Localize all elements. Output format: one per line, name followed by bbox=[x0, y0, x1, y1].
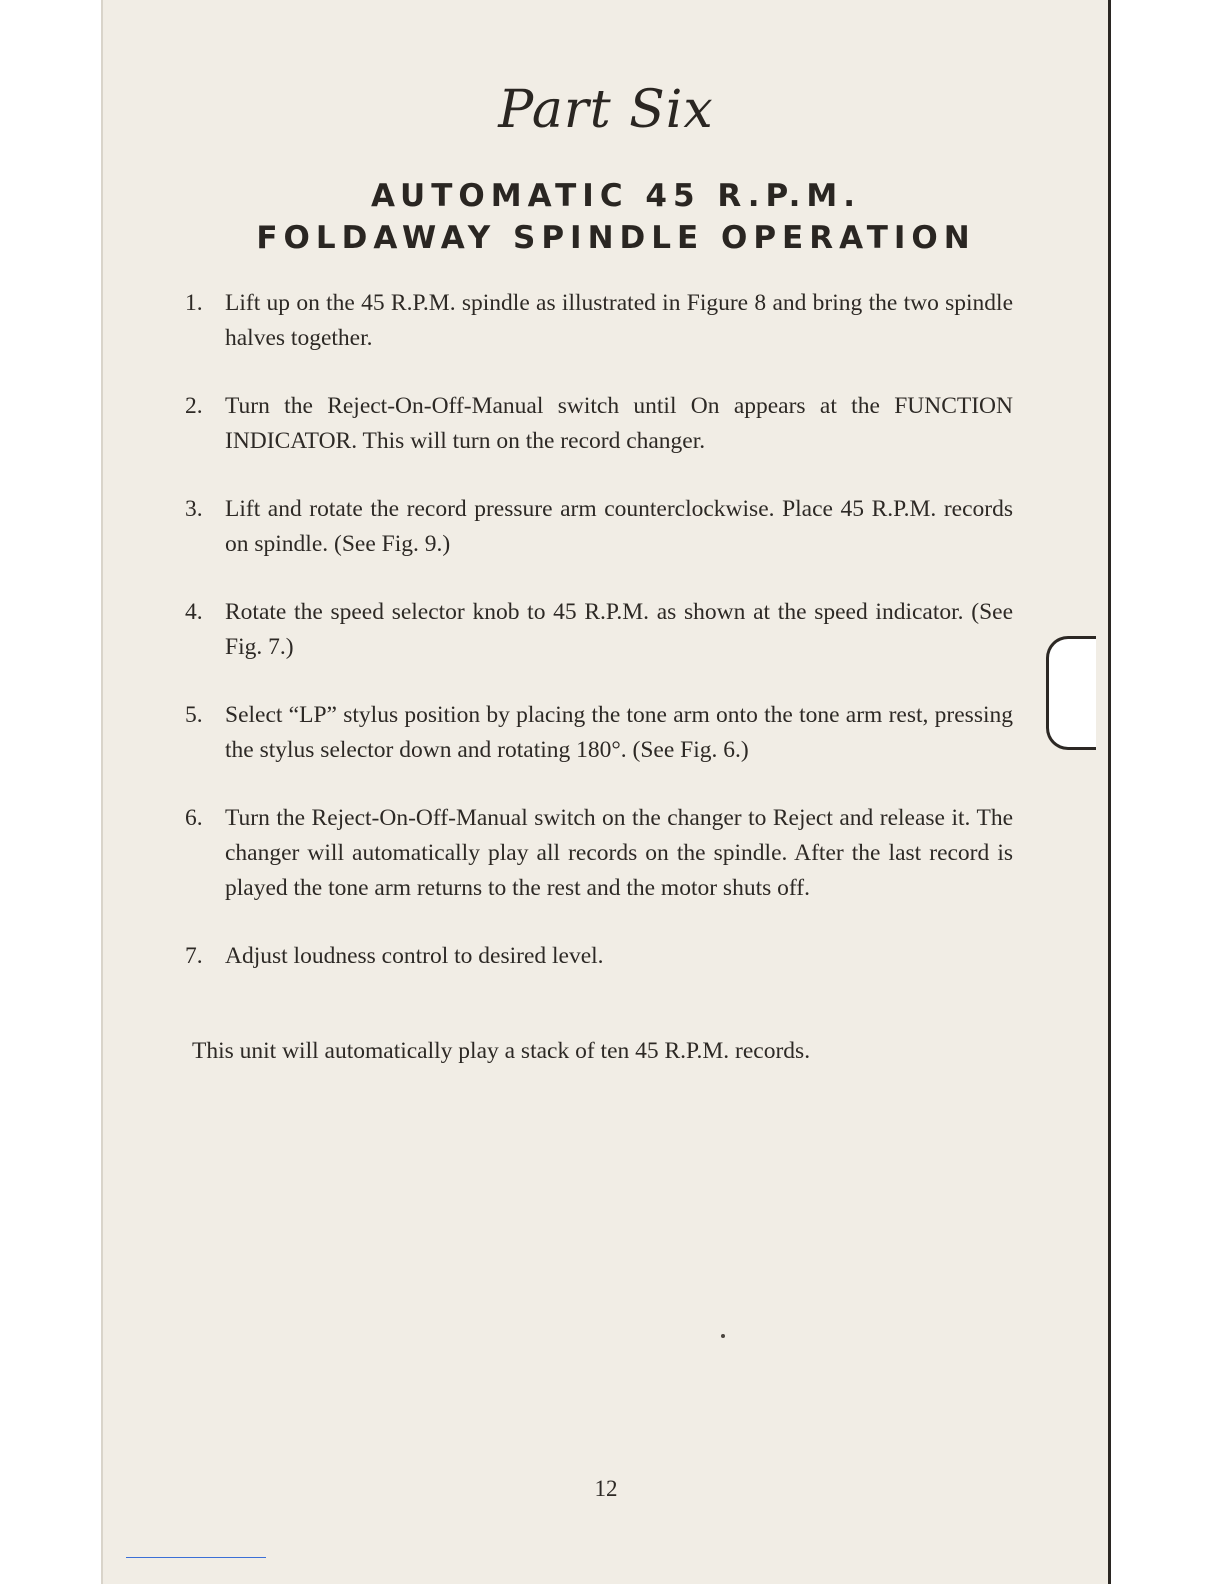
step-number: 6. bbox=[185, 805, 203, 831]
step-text: Turn the Reject-On-Off-Manual switch on the changer to Reject and release it. The changer will automatically play all records on the spindle. After the last record is played the tone arm returns to the rest and the motor shuts off. bbox=[225, 805, 1013, 901]
instruction-step-3 bbox=[185, 492, 1013, 562]
step-number: 4. bbox=[185, 599, 203, 625]
step-number: 7. bbox=[185, 943, 203, 969]
step-number: 2. bbox=[185, 393, 203, 419]
step-text: Rotate the speed selector knob to 45 R.P.M. as shown at the speed indicator. (See Fig. 7.) bbox=[225, 599, 1013, 660]
step-number: 5. bbox=[185, 702, 203, 728]
step-number: 1. bbox=[185, 290, 203, 316]
instruction-step-5 bbox=[185, 698, 1013, 768]
instruction-step-4 bbox=[185, 595, 1013, 665]
step-text: Turn the Reject-On-Off-Manual switch until On appears at the FUNCTION INDICATOR. This will turn on the record changer. bbox=[225, 393, 1013, 454]
thumb-index-notch bbox=[1046, 636, 1096, 750]
section-heading-line-2: FOLDAWAY SPINDLE OPERATION bbox=[256, 220, 976, 256]
instruction-step-6 bbox=[185, 801, 1013, 906]
scan-artifact-line bbox=[126, 1557, 266, 1558]
page-number: 12 bbox=[594, 1476, 618, 1501]
step-text: Select “LP” stylus position by placing the tone arm onto the tone arm rest, pressing the stylus selector down and rotating 180°. (See Fig. 6.) bbox=[225, 702, 1013, 763]
step-text: Lift and rotate the record pressure arm counterclockwise. Place 45 R.P.M. records on spindle. (See Fig. 9.) bbox=[225, 496, 1013, 557]
step-text: Adjust loudness control to desired level. bbox=[225, 943, 604, 969]
instruction-list bbox=[185, 286, 1013, 1007]
step-number: 3. bbox=[185, 496, 203, 522]
manual-page bbox=[101, 0, 1111, 1584]
part-title: Part Six bbox=[498, 80, 714, 140]
instruction-step-2 bbox=[185, 389, 1013, 459]
ink-speck bbox=[721, 1334, 725, 1338]
closing-note: This unit will automatically play a stack of ten 45 R.P.M. records. bbox=[192, 1038, 811, 1064]
step-text: Lift up on the 45 R.P.M. spindle as illustrated in Figure 8 and bring the two spindle halves together. bbox=[225, 290, 1013, 351]
instruction-step-1 bbox=[185, 286, 1013, 356]
section-heading-line-1: AUTOMATIC 45 R.P.M. bbox=[371, 178, 861, 214]
instruction-step-7 bbox=[185, 939, 1013, 974]
